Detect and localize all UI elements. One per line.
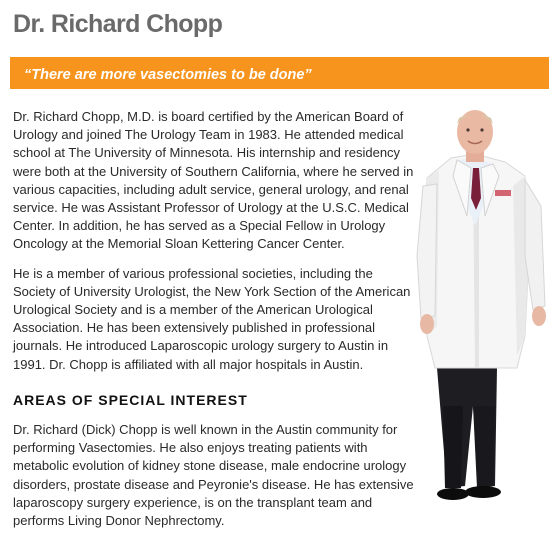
- quote-banner: [10, 57, 549, 89]
- bio-paragraph: Dr. Richard Chopp, M.D. is board certified by the American Board of Urology and joined The Urology Team in 1983. He attended medical school at The University of Minnesota. His internship and residency were both at the University of Southern California, where he served in various capacities, including adult service, general urology, and renal service. He was Assistant Professor of Urology at the U.S.C. Medical Center. In addition, he has served as a Special Fellow in Urology Oncology at the Memorial Sloan Kettering Cancer Center.: [13, 109, 414, 252]
- page-title: Dr. Richard Chopp: [13, 10, 223, 38]
- section-heading: AREAS OF SPECIAL INTEREST: [13, 392, 248, 408]
- doctor-photo: [413, 106, 553, 518]
- quote-text: “There are more vasectomies to be done”: [24, 67, 312, 83]
- bio-paragraph: He is a member of various professional societies, including the Society of University Urologist, the New York Section of the American Urological Society and is a member of the American Urological Association. He has been extensively published in professional journals. He introduced Laparoscopic urology surgery to Austin in 1991. Dr. Chopp is affiliated with all major hospitals in Austin.: [13, 265, 411, 372]
- interest-paragraph: Dr. Richard (Dick) Chopp is well known in the Austin community for performing Vasectomies. He also enjoys treating patients with metabolic evolution of kidney stone disease, male endocrine urology disorders, prostate disease and Peyronie's disease. He has extensive laparoscopy surgery experience, is on the transplant team and performs Living Donor Nephrectomy.: [13, 422, 414, 529]
- bio-section: [13, 108, 418, 385]
